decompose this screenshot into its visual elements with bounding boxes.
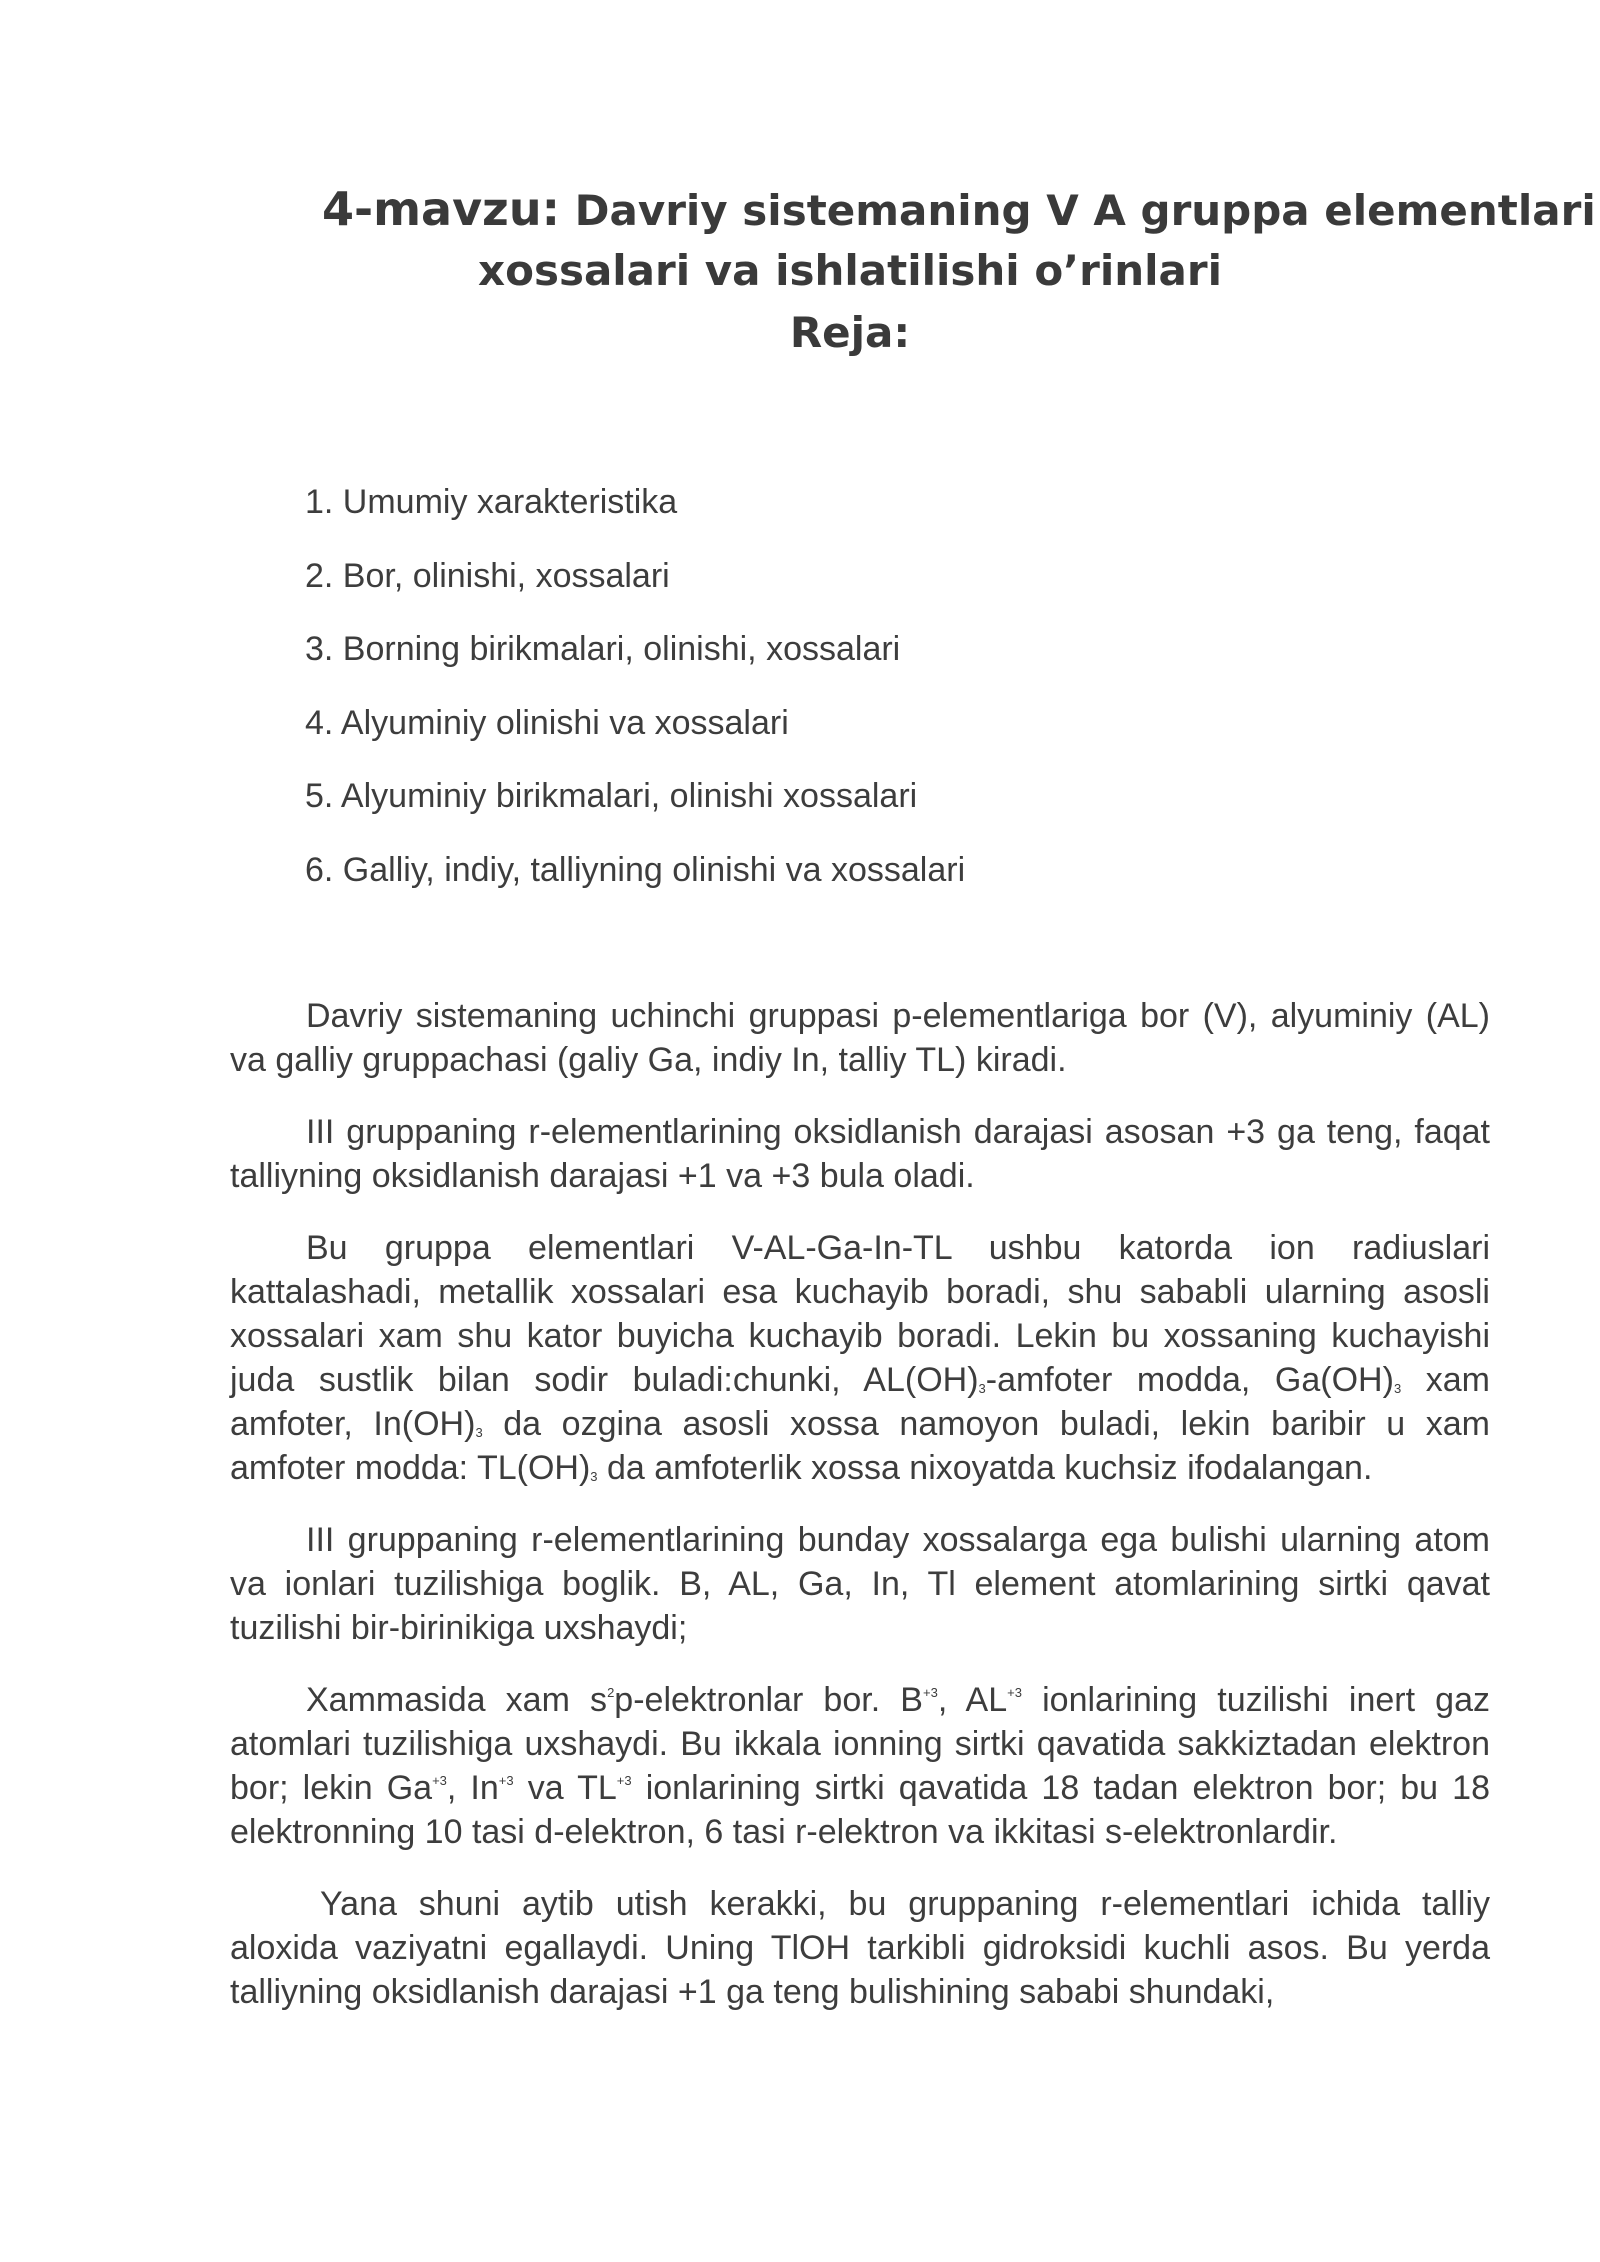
paragraph-5: [230, 1678, 1490, 1854]
superscript: +3: [498, 1773, 514, 1788]
paragraph-5-text: , AL: [937, 1681, 1008, 1719]
superscript: +3: [432, 1773, 447, 1788]
plan-item: 5. Alyuminiy birikmalari, olinishi xossalari: [305, 777, 918, 815]
paragraph-3-text: da ozgina asosli xossa namoyon buladi, lekin baribir u xam amfoter modda: TL(OH): [230, 1405, 1490, 1487]
paragraph-5-text: ionlarining tuzilishi inert gaz atomlari tuzilishiga uxshaydi. Bu ikkala ionning sirtki qavatida sakkiztadan elektron bor; lekin Ga: [230, 1681, 1491, 1807]
superscript: +3: [922, 1685, 938, 1700]
plan-item: 1. Umumiy xarakteristika: [305, 483, 678, 521]
superscript: +3: [616, 1773, 632, 1788]
superscript: +3: [1007, 1685, 1022, 1700]
paragraph-3-text: Bu gruppa elementlari V-AL-Ga-In-TL ushbu katorda ion radiuslari kattalashadi, metallik xossalari esa kuchayib boradi, shu sababli ularning asosli xossalari xam shu kator buyicha kuchayib boradi. Lekin bu xossaning kuchayishi juda sustlik bilan sodir buladi:chunki, AL(OH): [230, 1229, 1490, 1399]
paragraph-4: III gruppaning r-elementlarining bunday xossalarga ega bulishi ularning atom va ionlari tuzilishiga boglik. B, AL, Ga, In, Tl element atomlarining sirtki qavat tuzilishi bir-birinikiga uxshaydi;: [230, 1521, 1490, 1647]
plan-list: [305, 478, 965, 919]
title-line-2: xossalari va ishlatilishi o’rinlari: [478, 246, 1222, 295]
paragraph-2: III gruppaning r-elementlarining oksidlanish darajasi asosan +3 ga teng, faqat talliyning oksidlanish darajasi +1 va +3 bula oladi.: [230, 1113, 1490, 1195]
paragraph-5-text: va TL: [513, 1769, 617, 1807]
paragraph-3-text: xam amfoter, In(OH): [230, 1361, 1490, 1443]
paragraph-5-text: ionlarining sirtki qavatida 18 tadan elektron bor; bu 18 elektronning 10 tasi d-elektron, 6 tasi r-elektron va ikkitasi s-elektronlardir.: [230, 1769, 1490, 1851]
plan-item: 6. Galliy, indiy, talliyning olinishi va xossalari: [305, 850, 966, 889]
subscript: 3: [1393, 1381, 1402, 1396]
paragraph-3-text: -amfoter modda, Ga(OH): [985, 1361, 1394, 1399]
title-line-1: [230, 180, 1596, 240]
body-text: [230, 994, 1490, 2014]
plan-item: 2. Bor, olinishi, xossalari: [305, 556, 670, 595]
subscript: 3: [590, 1469, 598, 1484]
paragraph-5-text: , In: [446, 1769, 499, 1807]
topic-number: 4-mavzu:: [322, 182, 560, 236]
paragraph-5-text: p-elektronlar bor. B: [614, 1681, 923, 1719]
plan-item: 4. Alyuminiy olinishi va xossalari: [305, 703, 789, 742]
paragraph-6: Yana shuni aytib utish kerakki, bu gruppaning r-elementlari ichida talliy aloxida vaziyatni egallaydi. Uning TlOH tarkibli gidroksidi kuchli asos. Bu yerda talliyning oksidlanish darajasi +1 ga teng bulishining sababi shundaki,: [230, 1885, 1490, 2011]
superscript: 2: [607, 1685, 615, 1700]
plan-item: 3. Borning birikmalari, olinishi, xossalari: [305, 630, 901, 668]
plan-heading: Reja:: [789, 308, 911, 357]
subscript: 3: [978, 1381, 986, 1396]
subscript: 3: [475, 1425, 483, 1440]
paragraph-3: [230, 1226, 1490, 1490]
paragraph-1: Davriy sistemaning uchinchi gruppasi p-elementlariga bor (V), alyuminiy (AL) va galliy gruppachasi (galiy Ga, indiy In, talliy TL) kiradi.: [230, 997, 1490, 1079]
paragraph-5-text: Xammasida xam s: [306, 1681, 608, 1719]
title-text-1: Davriy sistemaning V A gruppa elementlari: [574, 186, 1596, 235]
lecture-title: [230, 180, 1596, 364]
paragraph-3-text: da amfoterlik xossa nixoyatda kuchsiz ifodalangan.: [597, 1449, 1373, 1487]
